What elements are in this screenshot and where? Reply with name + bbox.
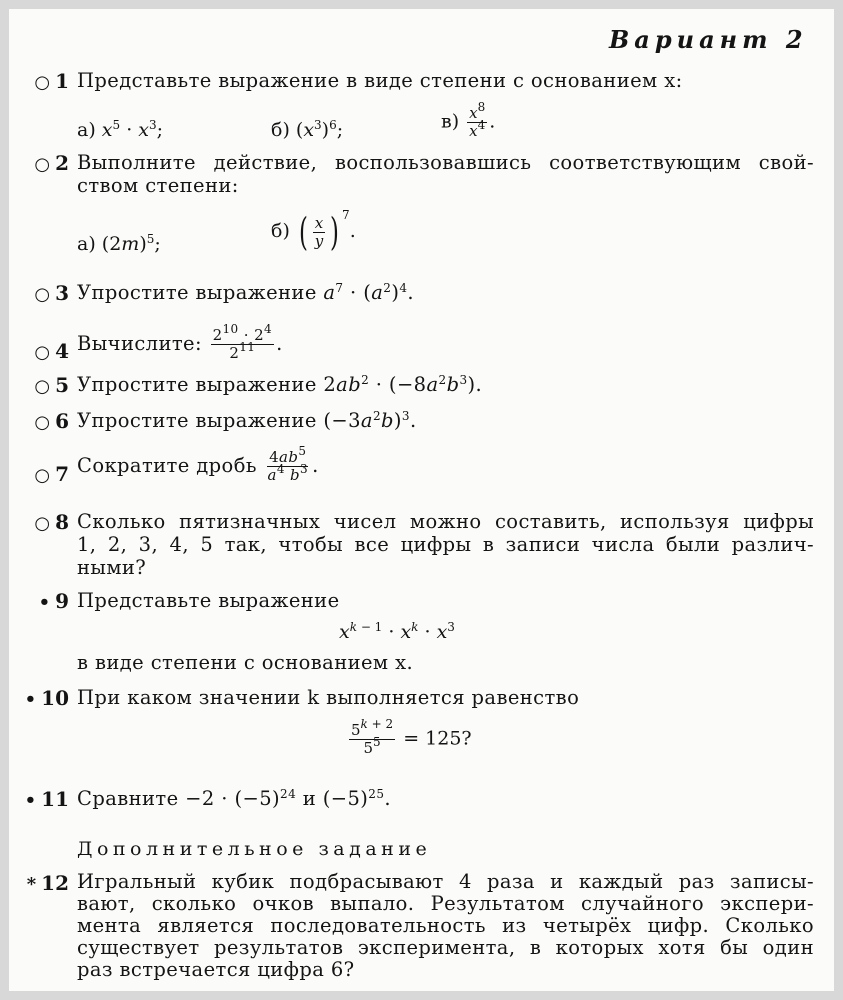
task-1-text: Представьте выражение в виде степени с основанием x: bbox=[77, 69, 683, 92]
task-9-number: • 9 bbox=[38, 589, 69, 613]
task-4-number: ○ 4 bbox=[34, 339, 69, 363]
task-12-number: * 12 bbox=[26, 871, 69, 895]
task-4-text: Вычислите: $\frac{2^{10} \cdot 2^4}{2^{11}}$ . bbox=[77, 322, 283, 362]
task-5-text: Упростите выражение $2ab^2 \cdot (-8a^2b^3)$. bbox=[77, 373, 483, 396]
task-11-text: Сравните $-2 \cdot (-5)^{24}$ и $(-5)^{25}$. bbox=[77, 787, 391, 810]
task-9-text: Представьте выражение bbox=[77, 589, 340, 612]
extra-task-heading: Дополнительное задание bbox=[77, 838, 432, 860]
task-8-number: ○ 8 bbox=[34, 510, 69, 534]
task-8-text: Сколько пятизначных чисел можно составить, используя цифры 1, 2, 3, 4, 5 так, чтобы все цифры в записи числа были различ- ными? bbox=[77, 510, 814, 579]
task-12-text: Игральный кубик подбрасывают 4 раза и каждый раз записы- вают, сколько очков выпало. Результатом случайного экспери- мента является последовательность из четырёх цифр. Сколько существует результатов эксперимента, в которых хотя бы один раз встречается цифра 6? bbox=[77, 870, 814, 981]
task-2-text: Выполните действие, воспользовавшись соответствующим свой- ством степени: bbox=[77, 151, 814, 197]
task-3-number: ○ 3 bbox=[34, 281, 69, 305]
worksheet-page bbox=[9, 9, 834, 991]
task-7-number: ○ 7 bbox=[34, 462, 69, 486]
task-10-equation: $\frac{5^{k + 2}}{5^5}$ = 125? bbox=[351, 717, 472, 757]
task-1-part-b: б) $(x^3)^6$; bbox=[271, 118, 344, 141]
task-9-expression: $x^{k - 1} \cdot x^k \cdot x^3$ bbox=[339, 620, 455, 643]
variant-title: Вариант 2 bbox=[609, 25, 808, 54]
task-11-number: • 11 bbox=[24, 787, 69, 811]
task-6-number: ○ 6 bbox=[34, 409, 69, 433]
task-1-part-v: в) $\frac{x^8}{x^4}$ . bbox=[441, 100, 496, 140]
task-9-text-2: в виде степени с основанием x. bbox=[77, 651, 414, 674]
task-1-part-a: а) $x^5 \cdot x^3$; bbox=[77, 118, 164, 141]
task-6-text: Упростите выражение $(-3a^2b)^3$. bbox=[77, 409, 417, 432]
task-3-text: Упростите выражение $a^7 \cdot (a^2)^4$. bbox=[77, 281, 415, 304]
task-2-part-a: а) $(2m)^5$; bbox=[77, 232, 161, 255]
task-10-number: • 10 bbox=[24, 686, 69, 710]
task-2-number: ○ 2 bbox=[34, 151, 69, 175]
task-1-number: ○ 1 bbox=[34, 69, 69, 93]
task-7-text: Сократите дробь $\frac{4ab^5}{a^4 b^3}$ . bbox=[77, 444, 319, 484]
task-10-text: При каком значении k выполняется равенство bbox=[77, 686, 580, 709]
task-2-part-b: б) ( $\frac{x}{y}$ ) $^7$. bbox=[271, 208, 356, 254]
task-5-number: ○ 5 bbox=[34, 373, 69, 397]
